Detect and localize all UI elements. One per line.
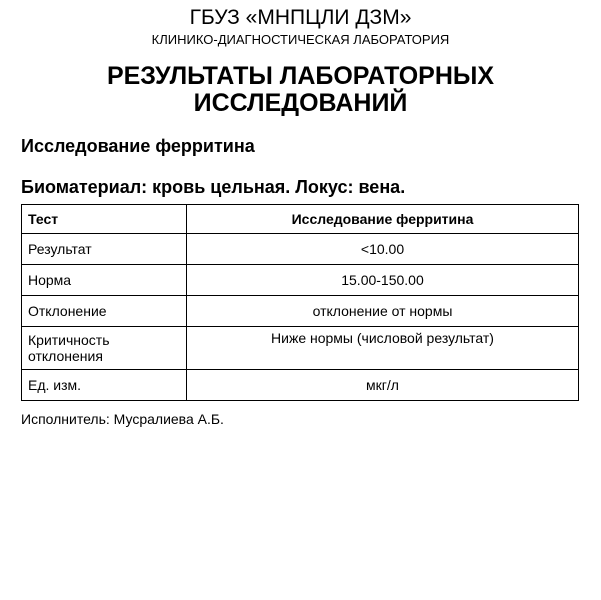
row-value-units: мкг/л xyxy=(187,370,579,401)
table-row-norm xyxy=(22,265,579,296)
row-label-criticality-line-1: Критичность xyxy=(28,332,110,348)
page-title-line-2: ИССЛЕДОВАНИЙ xyxy=(193,89,408,117)
table-header-value: Исследование ферритина xyxy=(187,205,579,234)
table-row-units xyxy=(22,370,579,401)
row-label-criticality-line-2: отклонения xyxy=(28,348,103,364)
row-value-deviation: отклонение от нормы xyxy=(187,296,579,327)
table-row-deviation xyxy=(22,296,579,327)
table-header-label: Тест xyxy=(22,205,187,234)
organization-name: ГБУЗ «МНПЦЛИ ДЗМ» xyxy=(189,6,412,29)
department-name: КЛИНИКО-ДИАГНОСТИЧЕСКАЯ ЛАБОРАТОРИЯ xyxy=(151,32,450,47)
row-label-norm: Норма xyxy=(22,265,187,296)
page-title xyxy=(0,63,601,117)
table-row-result xyxy=(22,234,579,265)
performer-name: Исполнитель: Мусралиева А.Б. xyxy=(21,411,224,427)
table-header-row xyxy=(22,205,579,234)
row-value-result: <10.00 xyxy=(187,234,579,265)
page-title-line-1: РЕЗУЛЬТАТЫ ЛАБОРАТОРНЫХ xyxy=(106,62,495,90)
row-value-criticality: Ниже нормы (числовой результат) xyxy=(187,327,579,370)
row-label-deviation: Отклонение xyxy=(22,296,187,327)
results-table xyxy=(21,204,579,401)
row-label-units: Ед. изм. xyxy=(22,370,187,401)
row-label-criticality xyxy=(22,327,187,370)
table-row-criticality xyxy=(22,327,579,370)
row-value-norm: 15.00-150.00 xyxy=(187,265,579,296)
row-label-result: Результат xyxy=(22,234,187,265)
study-name: Исследование ферритина xyxy=(21,136,255,156)
biomaterial-info: Биоматериал: кровь цельная. Локус: вена. xyxy=(21,177,406,197)
